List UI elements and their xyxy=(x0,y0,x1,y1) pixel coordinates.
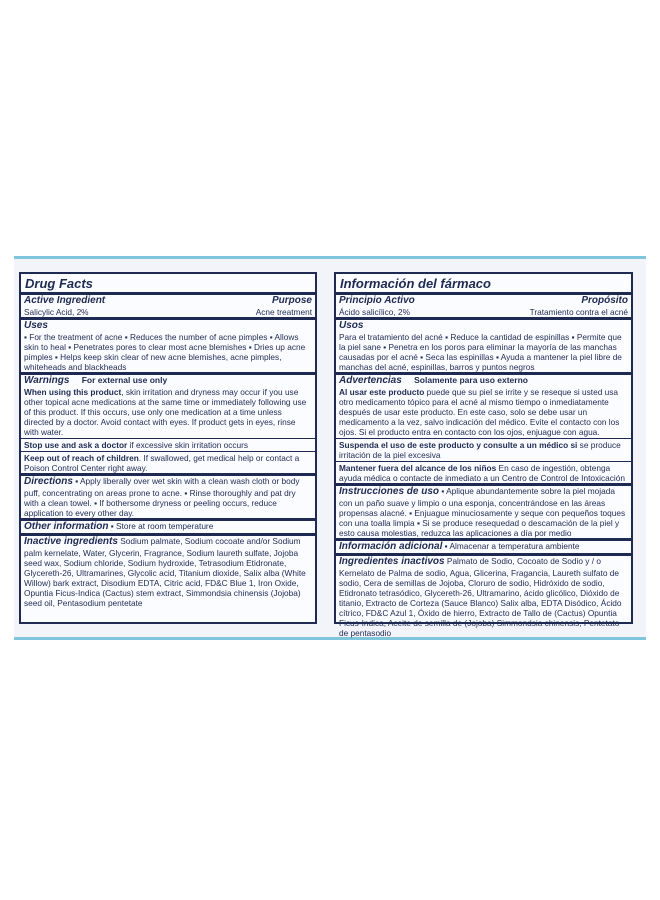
warnings-subheader: Solamente para uso externo xyxy=(414,375,528,385)
inactive-ingredients-section xyxy=(24,536,312,608)
active-ingredient-section xyxy=(24,295,312,317)
when-using-text: Al usar este producto puede que su piel se irrite y se reseque si usted usa otro medicamento tópico para el acné al mismo tiempo o inmediatamente después de usar este producto. En este caso, solo se debe usar un medicamento a la vez, salvo indicación del médico. Evite el contacto con los ojos. Si el producto entra en contacto con los ojos, enjuague con agua. xyxy=(339,387,620,437)
panel-title: Información del fármaco xyxy=(340,276,491,291)
active-ingredient-value: Salicylic Acid, 2% xyxy=(24,307,89,317)
directions-section xyxy=(339,486,628,538)
inactive-ingredients-header: Inactive ingredients xyxy=(24,536,118,547)
other-information-text: ▪ Store at room temperature xyxy=(110,521,214,531)
drug-facts-panel-spanish xyxy=(334,272,633,638)
other-information-section xyxy=(339,541,628,553)
purpose-header: Purpose xyxy=(271,295,312,306)
purpose-value: Tratamiento contra el acné xyxy=(529,307,628,317)
uses-section xyxy=(339,320,628,372)
directions-text: ▪ Apply liberally over wet skin with a clean wash cloth or body puff, concentrating on areas prone to acne. ▪ Rinse thoroughly and pat dry with a clean towel. ▪ If bothersome dryness or peeling occurs, reduce application to every other day. xyxy=(24,476,300,518)
uses-section xyxy=(24,320,312,372)
when-using-text: When using this product, skin irritation and dryness may occur if you use other topical acne medications at the same time or immediately following use of this product. If this occurs, use only one medication at a time unless directed by a doctor. Avoid contact with eyes. If product gets in eyes, rinse with water. xyxy=(24,387,307,437)
keep-out-text: Mantener fuera del alcance de los niños En caso de ingestión, obtenga ayuda médica o contacte de inmediato a un Centro de Control de Intoxicación xyxy=(339,463,625,483)
warnings-header: Advertencias xyxy=(339,375,402,386)
inactive-ingredients-text: Palmato de Sodio, Cocoato de Sodio y / o Kernelato de Palma de sodio, Agua, Glicerina, Fragancia, Laureth sulfato de sodio, Cera de semillas de Jojoba, Cloruro de sodio, Hidróxido de sodio, Etidronato tetrasódico, Glycereth-26, Ultramarino, ácido glicólico, Dióxido de titanio, Extracto de Corteza (Sauce Blanco) Salix alba, EDTA Disódico, Ácido cítrico, FD&C Azul 1, Óxido de hierro, Extracto de Tallo de (Cactus) Opuntia Ficus-Indica, Aceite de semilla de (Jojoba) Simmondsia chinensis, Pentetato de pentasodio xyxy=(339,556,622,638)
directions-text: ▪ Aplique abundantemente sobre la piel mojada con un paño suave y limpio o una esponja, concentrándose en las áreas propensas alacné. ▪ Enjuague minuciosamente y seque con pequeños toques con una toalla limpia ▪ Si se produce resequedad o descamación de la piel y esto causa molestias, reduzca las aplicaciones a día por medio xyxy=(339,486,626,538)
inactive-ingredients-text: Sodium palmate, Sodium cocoate and/or Sodium palm kernelate, Water, Glycerin, Fragrance, Sodium laureth sulfate, Jojoba seed wax, Sodium chloride, Sodium hydroxide, Tetrasodium Etidronate, Glycereth-26, Ultramarines, Glycolic acid, Titanium dioxide, Salix alba (White Willow) bark extract, Disodium EDTA, Citric acid, FD&C Blue 1, Iron Oxide, Opuntia Ficus-Indica (Cactus) stem extract, Simmondsia chinensis (Jojoba) seed oil, Pentasodium pentetate xyxy=(24,536,306,608)
divider xyxy=(21,438,315,439)
other-information-section xyxy=(24,521,312,533)
warnings-header: Warnings xyxy=(24,375,70,386)
warnings-section xyxy=(24,375,312,473)
directions-section xyxy=(24,476,312,518)
uses-text: Para el tratamiento del acné ▪ Reduce la cantidad de espinillas ▪ Permite que la piel sane ▪ Penetra en los poros para eliminar la mayoría de las manchas causadas por el acné ▪ Seca las espinillas ▪ Ayuda a mantener la piel libre de manchas del acné, espinillas, barros y puntos negros xyxy=(339,332,622,372)
other-information-header: Información adicional xyxy=(339,541,443,552)
warnings-subheader: For external use only xyxy=(81,375,168,385)
purpose-value: Acne treatment xyxy=(255,307,312,317)
uses-header: Uses xyxy=(24,320,48,331)
active-ingredient-section xyxy=(339,295,628,317)
other-information-text: ▪ Almacenar a temperatura ambiente xyxy=(444,541,580,551)
purpose-header: Propósito xyxy=(581,295,628,306)
uses-text: ▪ For the treatment of acne ▪ Reduces the number of acne pimples ▪ Allows skin to heal ▪ Penetrates pores to clear most acne blemishes ▪ Dries up acne pimples ▪ Helps keep skin clear of new acne blemishes, acne pimples, whiteheads and blackheads xyxy=(24,332,306,372)
divider xyxy=(336,461,631,462)
drug-facts-panel-english xyxy=(19,272,317,624)
uses-header: Usos xyxy=(339,320,364,331)
keep-out-text: Keep out of reach of children. If swallowed, get medical help or contact a Poison Control Center right away. xyxy=(24,453,300,473)
directions-header: Instrucciones de uso xyxy=(339,486,440,497)
warnings-section xyxy=(339,375,628,483)
active-ingredient-header: Active Ingredient xyxy=(24,295,106,306)
stop-use-text: Stop use and ask a doctor if excessive skin irritation occurs xyxy=(24,440,249,450)
stop-use-text: Suspenda el uso de este producto y consulte a un médico si se produce irritación de la piel excesiva xyxy=(339,440,621,460)
divider xyxy=(21,451,315,452)
inactive-ingredients-header: Ingredientes inactivos xyxy=(339,556,445,567)
inactive-ingredients-section xyxy=(339,556,628,638)
active-ingredient-header: Principio Activo xyxy=(339,295,415,306)
active-ingredient-value: Ácido salicílico, 2% xyxy=(339,307,411,317)
panel-title: Drug Facts xyxy=(25,276,93,291)
other-information-header: Other information xyxy=(24,521,109,532)
divider xyxy=(336,438,631,439)
directions-header: Directions xyxy=(24,476,73,487)
